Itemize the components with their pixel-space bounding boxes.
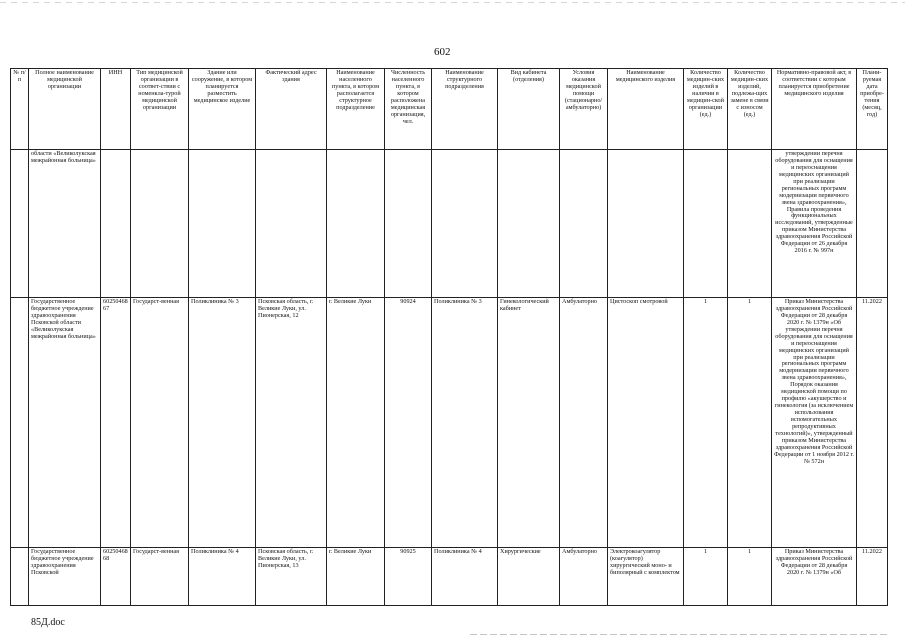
cell-num [11,548,29,606]
page-number: 602 [434,46,451,58]
cell-locality: г. Великие Луки [327,548,385,606]
cell-address: Псковская область, г. Великие Луки, ул. Пионерская, 12 [256,298,327,548]
cell-date [857,150,888,298]
cell-type [131,150,189,298]
cell-unit [432,150,498,298]
cell-act: Приказ Министерства здравоохранения Российской Федерации от 28 декабря 2020 г. № 1379н «Об утверждении перечня оборудования для оснащения и переоснащения медицинских организаций при реализации региональных программ модернизации первичного звена здравоохранения», Порядок оказания медицинской помощи по профилю «акушерство и гинекология (за исключением использования вспомогательных репродуктивных технологий)», утвержденный приказом Министерства здравоохранения Российской Федерации от 1 ноября 2012 г. № 572н [772,298,857,548]
cell-qty-have: 1 [684,298,728,548]
cell-inn: 6025046867 [101,298,131,548]
header-cell: Нормативно-правовой акт, в соответствии с которым планируется приобретение медицинского изделия [772,69,857,150]
cell-locality [327,150,385,298]
cell-date: 11.2022 [857,548,888,606]
table-header-row [11,69,888,150]
cell-num [11,298,29,548]
cell-qty-have [684,150,728,298]
cell-qty-replace: 1 [728,548,772,606]
cell-qty-replace: 1 [728,298,772,548]
cell-population: 90925 [385,548,432,606]
scan-edge-top [0,2,905,3]
header-cell: Численность населенного пункта, в котором расположена медицинская организация, чел. [385,69,432,150]
table-row [11,548,888,606]
cell-qty-have: 1 [684,548,728,606]
header-cell: Здание или сооружение, в котором планируется разместить медицинское изделие [189,69,256,150]
cell-num [11,150,29,298]
header-cell: Наименование населенного пункта, в котором располагается структурное подразделение [327,69,385,150]
cell-room: Гинекологический кабинет [498,298,560,548]
cell-device: Цистоскоп смотровой [608,298,684,548]
cell-building: Поликлиника № 4 [189,548,256,606]
cell-act: утверждении перечня оборудования для оснащения и переоснащения медицинских организаций при реализации региональных программ модернизации первичного звена здравоохранения», Правила проведения функциональных исследований, утвержденные приказом Министерства здравоохранения Российской Федерации от 26 декабря 2016 г. № 997н [772,150,857,298]
cell-room: Хирургические [498,548,560,606]
header-cell: Количество медицин-ских изделий в наличии в медицин-ской организации (ед.) [684,69,728,150]
cell-population [385,150,432,298]
cell-conditions [560,150,608,298]
cell-building [189,150,256,298]
cell-act: Приказ Министерства здравоохранения Российской Федерации от 28 декабря 2020 г. № 1379н «Об [772,548,857,606]
cell-locality: г. Великие Луки [327,298,385,548]
table-row [11,150,888,298]
header-cell: Наименование медицинского изделия [608,69,684,150]
header-cell: Полное наименование медицинской организации [29,69,101,150]
cell-type: Государст-венная [131,548,189,606]
file-name-footer: 85Д.doc [31,617,65,628]
cell-date: 11.2022 [857,298,888,548]
header-cell: Вид кабинета (отделения) [498,69,560,150]
cell-device: Электрокоагулятор (коагулятор) хирургический моно- и биполярный с комплектом [608,548,684,606]
cell-inn [101,150,131,298]
cell-conditions: Амбулаторно [560,298,608,548]
scan-edge-bottom [470,634,890,635]
cell-org: Государственное бюджетное учреждение здравоохранения Псковской [29,548,101,606]
table-row [11,298,888,548]
header-cell: Количество медицин-ских изделий, подлежа-щих замене в связи с износом (ед.) [728,69,772,150]
cell-building: Поликлиника № 3 [189,298,256,548]
equipment-table [10,68,888,606]
cell-address [256,150,327,298]
header-cell: Плани-руемая дата приобре-тения (месяц, год) [857,69,888,150]
header-cell: Фактический адрес здания [256,69,327,150]
header-cell: № п/п [11,69,29,150]
cell-population: 90924 [385,298,432,548]
cell-qty-replace [728,150,772,298]
cell-address: Псковская область, г. Великие Луки, ул. Пионерская, 13 [256,548,327,606]
cell-org: области «Великолукская межрайонная больница» [29,150,101,298]
header-cell: Условия оказания медицинской помощи (стационарно/ амбулаторно) [560,69,608,150]
header-cell: Тип медицинской организации в соответ-ствии с номенкла-турой медицинской организации [131,69,189,150]
cell-inn: 6025046868 [101,548,131,606]
header-cell: Наименование структурного подразделения [432,69,498,150]
cell-device [608,150,684,298]
cell-unit: Поликлиника № 3 [432,298,498,548]
cell-org: Государственное бюджетное учреждение здравоохранения Псковской области «Великолукская межрайонная больница» [29,298,101,548]
cell-conditions: Амбулаторно [560,548,608,606]
cell-room [498,150,560,298]
cell-type: Государст-венная [131,298,189,548]
cell-unit: Поликлиника № 4 [432,548,498,606]
header-cell: ИНН [101,69,131,150]
